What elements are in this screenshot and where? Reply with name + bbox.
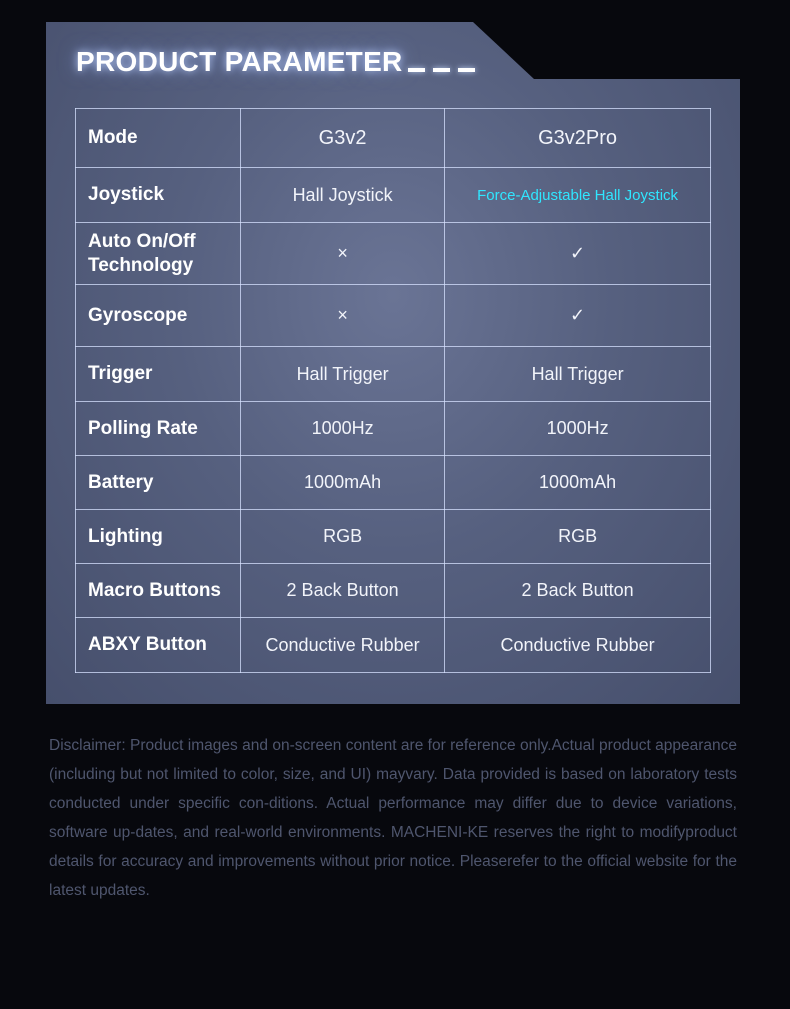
- cell-g3v2pro: Conductive Rubber: [445, 618, 711, 673]
- table-row: [76, 456, 711, 510]
- cell-g3v2pro: 1000Hz: [445, 402, 711, 456]
- dash: [433, 68, 450, 72]
- cell-g3v2: 2 Back Button: [241, 564, 445, 618]
- row-label: Polling Rate: [76, 402, 241, 456]
- row-label: Trigger: [76, 347, 241, 402]
- row-label: Macro Buttons: [76, 564, 241, 618]
- parameter-table: [75, 108, 711, 673]
- cell-g3v2pro: 1000mAh: [445, 456, 711, 510]
- row-label: Lighting: [76, 510, 241, 564]
- cell-g3v2: 1000Hz: [241, 402, 445, 456]
- row-label: Gyroscope: [76, 285, 241, 347]
- cell-g3v2: Conductive Rubber: [241, 618, 445, 673]
- cell-g3v2: 1000mAh: [241, 456, 445, 510]
- header-mode: Mode: [76, 109, 241, 168]
- row-label: Auto On/Off Technology: [76, 223, 241, 285]
- header-g3v2: G3v2: [241, 109, 445, 168]
- table-row: [76, 347, 711, 402]
- cell-g3v2pro: Hall Trigger: [445, 347, 711, 402]
- dash: [458, 68, 475, 72]
- row-label: ABXY Button: [76, 618, 241, 673]
- check-icon: ✓: [445, 223, 711, 285]
- product-parameter-panel: [46, 22, 740, 704]
- cross-icon: ×: [241, 223, 445, 285]
- disclaimer-text: Disclaimer: Product images and on-screen content are for reference only.Actual product appearance (including but not limited to color, size, and UI) mayvary. Data provided is based on laboratory tests conducted under specific con-ditions. Actual performance may differ due to device variations, software up-dates, and real-world environments. MACHENI-KE reserves the right to modifyproduct details for accuracy and improvements without prior notice. Pleaserefer to the official website for the latest updates.: [49, 737, 737, 899]
- header-g3v2pro: G3v2Pro: [445, 109, 711, 168]
- table-row: [76, 564, 711, 618]
- cell-g3v2pro: 2 Back Button: [445, 564, 711, 618]
- cell-g3v2: Hall Joystick: [241, 168, 445, 223]
- table-row: [76, 168, 711, 223]
- row-label: Joystick: [76, 168, 241, 223]
- table-row: [76, 285, 711, 347]
- table-row: [76, 223, 711, 285]
- cell-g3v2: RGB: [241, 510, 445, 564]
- title-dash-decoration: [408, 68, 475, 72]
- panel-title: PRODUCT PARAMETER: [76, 46, 403, 77]
- cell-g3v2pro: Force-Adjustable Hall Joystick: [445, 168, 711, 223]
- table-row: [76, 510, 711, 564]
- row-label: Battery: [76, 456, 241, 510]
- table-header-row: [76, 109, 711, 168]
- table-row: [76, 618, 711, 673]
- table-row: [76, 402, 711, 456]
- check-icon: ✓: [445, 285, 711, 347]
- cell-g3v2: Hall Trigger: [241, 347, 445, 402]
- cross-icon: ×: [241, 285, 445, 347]
- dash: [408, 68, 425, 72]
- cell-g3v2pro: RGB: [445, 510, 711, 564]
